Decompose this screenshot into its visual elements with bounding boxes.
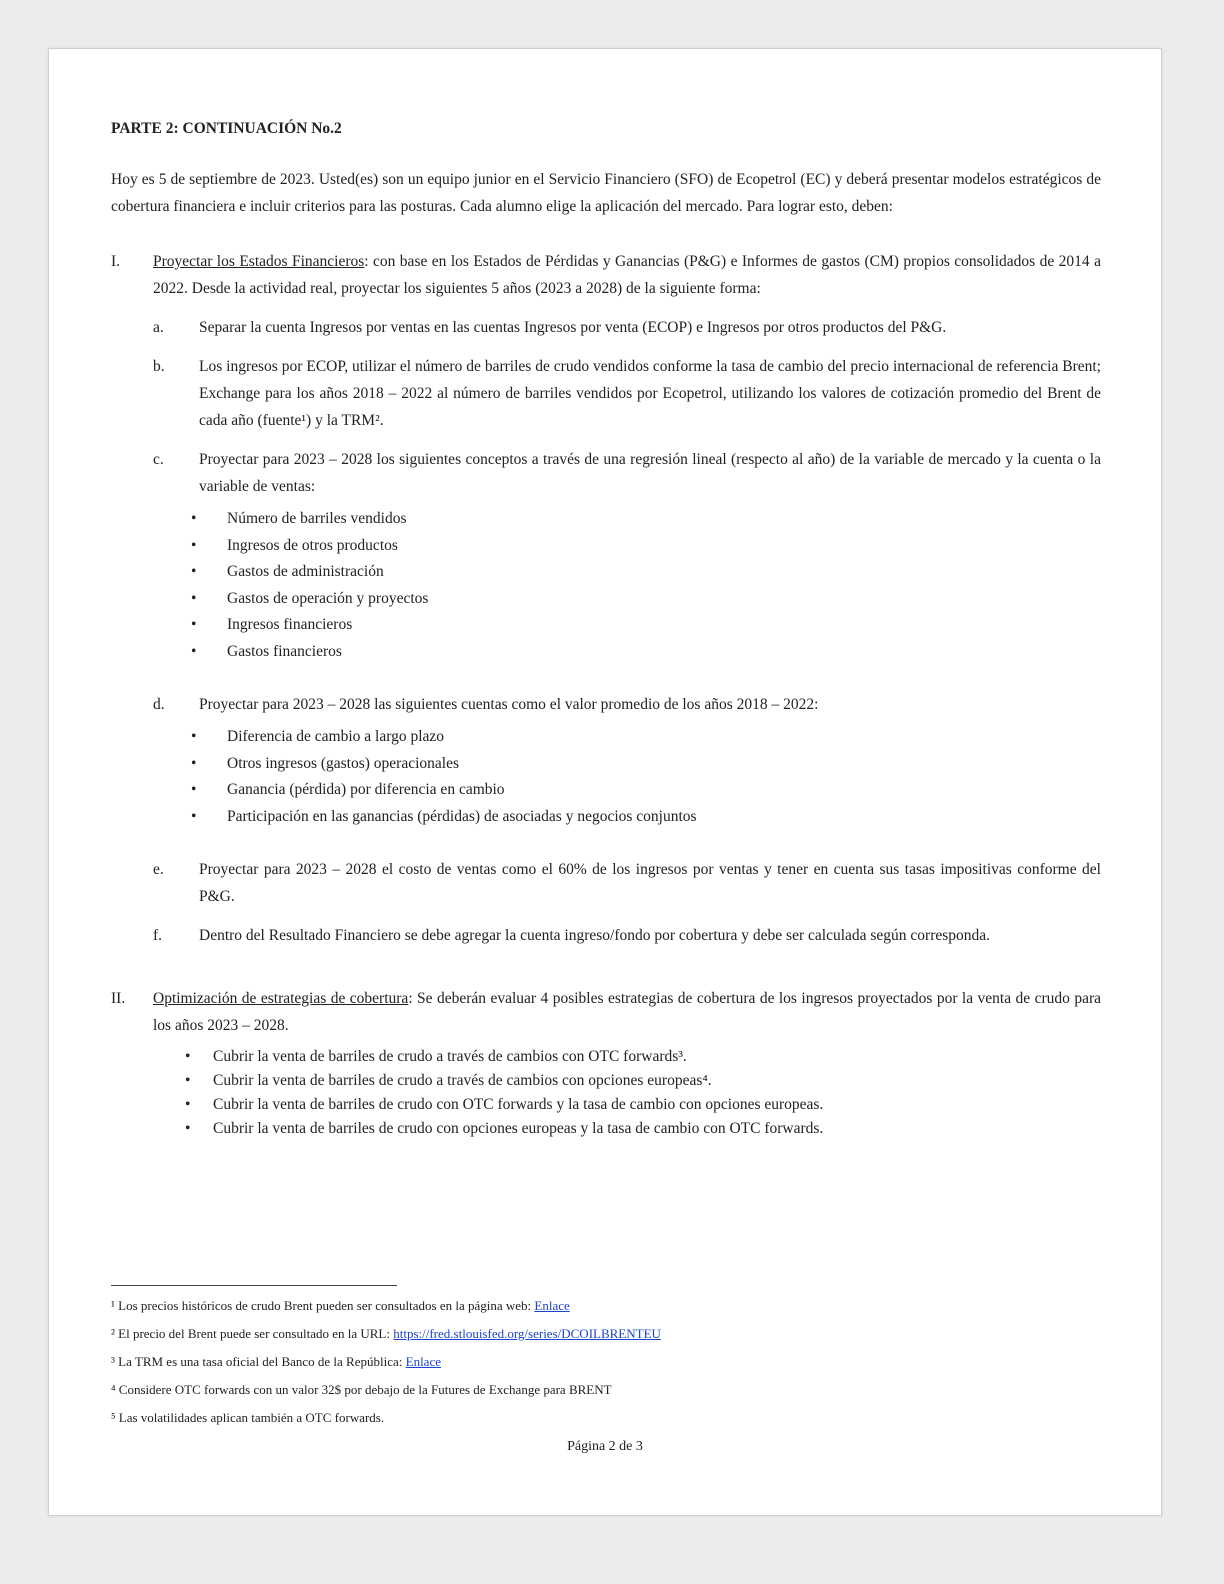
list-item: • Cubrir la venta de barriles de crudo con OTC forwards y la tasa de cambio con opciones europeas.: [213, 1093, 1101, 1117]
list-item: • Ganancia (pérdida) por diferencia en cambio: [227, 777, 1101, 804]
subitem-letter: f.: [153, 927, 163, 944]
list-item: • Ingresos de otros productos: [227, 533, 1101, 560]
subitem-text: Los ingresos por ECOP, utilizar el número de barriles de crudo vendidos conforme la tasa de cambio del precio internacional de referencia Brent; Exchange para los años 2018 – 2022 al número de barriles vendidos por Ecopetrol, utilizando los valores de cotización promedio del Brent de cada año (fuente¹) y la TRM².: [199, 358, 1101, 429]
bullet-list: [153, 724, 1101, 830]
subitem-d: [153, 691, 1101, 844]
list-item: • Cubrir la venta de barriles de crudo a través de cambios con opciones europeas⁴.: [213, 1069, 1101, 1093]
subitem-a: [153, 314, 1101, 341]
subitem-content: [199, 691, 1101, 844]
subitem-content: [199, 446, 1101, 679]
footnote: [111, 1292, 1101, 1320]
subitem-letter: e.: [153, 861, 164, 878]
subitem-f: [153, 922, 1101, 949]
document-page: [48, 48, 1162, 1516]
subitem-letter: b.: [153, 358, 165, 375]
intro-paragraph: Hoy es 5 de septiembre de 2023. Usted(es) son un equipo junior en el Servicio Financiero (SFO) de Ecopetrol (EC) y deberá presentar modelos estratégicos de cobertura financiera e incluir criterios para las posturas. Cada alumno elige la aplicación del mercado. Para lograr esto, deben:: [111, 171, 1101, 215]
list-item: • Cubrir la venta de barriles de crudo con opciones europeas y la tasa de cambio con OTC forwards.: [213, 1117, 1101, 1141]
list-item: • Gastos de operación y proyectos: [227, 586, 1101, 613]
footnote-separator: [111, 1285, 397, 1286]
list-item: • Participación en las ganancias (pérdidas) de asociadas y negocios conjuntos: [227, 804, 1101, 831]
footnote-link[interactable]: Enlace: [534, 1298, 570, 1313]
subitem-b: [153, 353, 1101, 434]
section-title: Optimización de estrategias de cobertura: [153, 990, 409, 1007]
footnote: [111, 1348, 1101, 1376]
section-1: [111, 248, 1101, 961]
section-body: [153, 248, 1101, 961]
subitem-e: [153, 856, 1101, 910]
section-body: [153, 985, 1101, 1141]
footnote-text: ² El precio del Brent puede ser consultado en la URL:: [111, 1326, 394, 1341]
footnote-link[interactable]: Enlace: [405, 1354, 441, 1369]
subitem-text: Proyectar para 2023 – 2028 el costo de ventas como el 60% de los ingresos por ventas y tener en cuenta sus tasas impositivas conforme del P&G.: [199, 861, 1101, 905]
section-text: : con base en los Estados de Pérdidas y Ganancias (P&G) e Informes de gastos (CM) propios consolidados de 2014 a 2022. Desde la actividad real, proyectar los siguientes 5 años (2023 a 2028) de la siguiente forma:: [153, 253, 1101, 297]
subitem-letter: a.: [153, 319, 164, 336]
footnote-link[interactable]: https://fred.stlouisfed.org/series/DCOILBRENTEU: [393, 1326, 661, 1341]
document-heading: PARTE 2: CONTINUACIÓN No.2: [111, 120, 342, 137]
footnote-text: ¹ Los precios históricos de crudo Brent pueden ser consultados en la página web:: [111, 1298, 535, 1313]
list-item: • Gastos financieros: [227, 639, 1101, 666]
list-item: • Diferencia de cambio a largo plazo: [227, 724, 1101, 751]
footnotes: [111, 1285, 1101, 1432]
subitem-text: Dentro del Resultado Financiero se debe agregar la cuenta ingreso/fondo por cobertura y debe ser calculada según corresponda.: [199, 927, 991, 944]
list-item: • Otros ingresos (gastos) operacionales: [227, 751, 1101, 778]
footnote: [111, 1404, 1101, 1432]
subitem-text: Proyectar para 2023 – 2028 los siguientes conceptos a través de una regresión lineal (respecto al año) de la variable de mercado y la cuenta o la variable de ventas:: [199, 451, 1101, 495]
subitem-list: [153, 314, 1101, 949]
footnote: [111, 1376, 1101, 1404]
section-number: I.: [111, 253, 121, 270]
section-2: [111, 985, 1101, 1141]
list-item: • Cubrir la venta de barriles de crudo a través de cambios con OTC forwards³.: [213, 1045, 1101, 1069]
footnote-text: ³ La TRM es una tasa oficial del Banco de la República:: [111, 1354, 406, 1369]
list-item: • Número de barriles vendidos: [227, 506, 1101, 533]
footnote-text: ⁴ Considere OTC forwards con un valor 32$ por debajo de la Futures de Exchange para BRENT: [111, 1382, 612, 1397]
subitem-text: Proyectar para 2023 – 2028 las siguientes cuentas como el valor promedio de los años 2018 – 2022:: [199, 696, 819, 713]
subitem-letter: c.: [153, 451, 164, 468]
footnote: [111, 1320, 1101, 1348]
section-number: II.: [111, 990, 126, 1007]
subitem-letter: d.: [153, 696, 165, 713]
footnote-text: ⁵ Las volatilidades aplican también a OTC forwards.: [111, 1410, 385, 1425]
list-item: • Gastos de administración: [227, 559, 1101, 586]
document-body: [111, 115, 1101, 1169]
strategy-list: [153, 1045, 1101, 1141]
list-item: • Ingresos financieros: [227, 612, 1101, 639]
section-text: : Se deberán evaluar 4 posibles estrategias de cobertura de los ingresos proyectados por la venta de crudo para los años 2023 – 2028.: [153, 990, 1102, 1034]
subitem-c: [153, 446, 1101, 679]
bullet-list: [153, 506, 1101, 665]
section-title: Proyectar los Estados Financieros: [153, 253, 365, 270]
page-number: Página 2 de 3: [567, 1439, 643, 1454]
subitem-text: Separar la cuenta Ingresos por ventas en las cuentas Ingresos por venta (ECOP) e Ingresos por otros productos del P&G.: [199, 319, 947, 336]
